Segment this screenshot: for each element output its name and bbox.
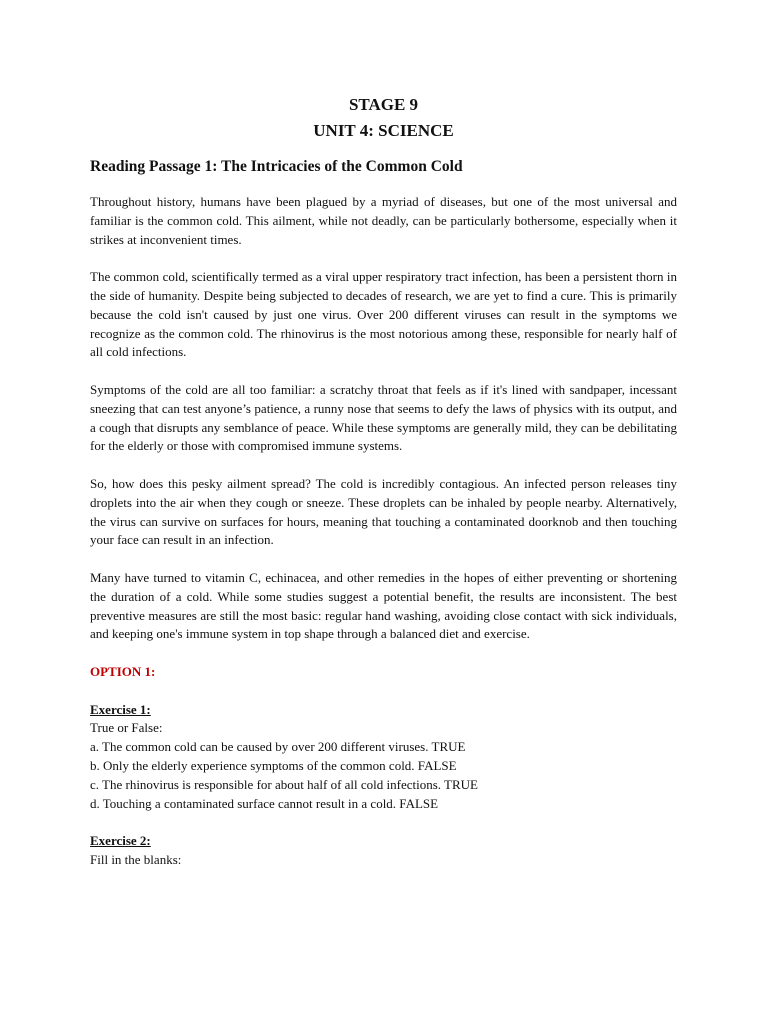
- stage-heading: STAGE 9: [348, 95, 419, 114]
- paragraph-2: The common cold, scientifically termed as a viral upper respiratory tract infection, has been a persistent thorn in the side of humanity. Despite being subjected to decades of research, we are yet to find a cure. This is primarily because the cold isn't caused by just one virus. Over 200 different viruses can result in the symptoms we recognize as the common cold. The rhinovirus is the most notorious among these, responsible for nearly half of all cold infections.: [90, 269, 677, 360]
- passage-title: Reading Passage 1: The Intricacies of the Common Cold: [90, 158, 463, 175]
- option-label: OPTION 1:: [90, 663, 156, 679]
- paragraph-1: Throughout history, humans have been plagued by a myriad of diseases, but one of the most universal and familiar is the common cold. This ailment, while not deadly, can be particularly bothersome, especially when it strikes at inconvenient times.: [90, 194, 677, 247]
- exercise-2-instruction: Fill in the blanks:: [90, 851, 182, 867]
- unit-heading: UNIT 4: SCIENCE: [313, 121, 454, 140]
- exercise-1-item-d: d. Touching a contaminated surface cannot result in a cold. FALSE: [90, 795, 439, 811]
- document-content: [90, 92, 677, 870]
- paragraph-5: Many have turned to vitamin C, echinacea, and other remedies in the hopes of either preventing or shortening the duration of a cold. While some studies suggest a potential benefit, the results are inconsistent. The best preventive measures are still the most basic: regular hand washing, avoiding close contact with sick individuals, and keeping one's immune system in top shape through a balanced diet and exercise.: [90, 569, 677, 642]
- exercise-1-title: Exercise 1:: [90, 701, 151, 717]
- exercise-1: [90, 701, 677, 814]
- exercise-2-title: Exercise 2:: [90, 833, 151, 849]
- paragraph-4: So, how does this pesky ailment spread? The cold is incredibly contagious. An infected person releases tiny droplets into the air when they cough or sneeze. These droplets can be inhaled by people nearby. Alternatively, the virus can survive on surfaces for hours, meaning that touching a contaminated doorknob and then touching your face can result in an infection.: [90, 475, 677, 548]
- paragraph-3: Symptoms of the cold are all too familiar: a scratchy throat that feels as if it's lined with sandpaper, incessant sneezing that can test anyone’s patience, a runny nose that seems to defy the laws of physics with its output, and a cough that disrupts any semblance of peace. While these symptoms are generally mild, they can be debilitating for the elderly or those with compromised immune systems.: [90, 381, 677, 454]
- exercise-2: [90, 832, 677, 870]
- exercise-1-item-c: c. The rhinovirus is responsible for about half of all cold infections. TRUE: [90, 776, 478, 792]
- exercise-1-item-b: b. Only the elderly experience symptoms of the common cold. FALSE: [90, 757, 457, 773]
- exercise-1-instruction: True or False:: [90, 720, 163, 736]
- exercise-1-item-a: a. The common cold can be caused by over 200 different viruses. TRUE: [90, 739, 466, 755]
